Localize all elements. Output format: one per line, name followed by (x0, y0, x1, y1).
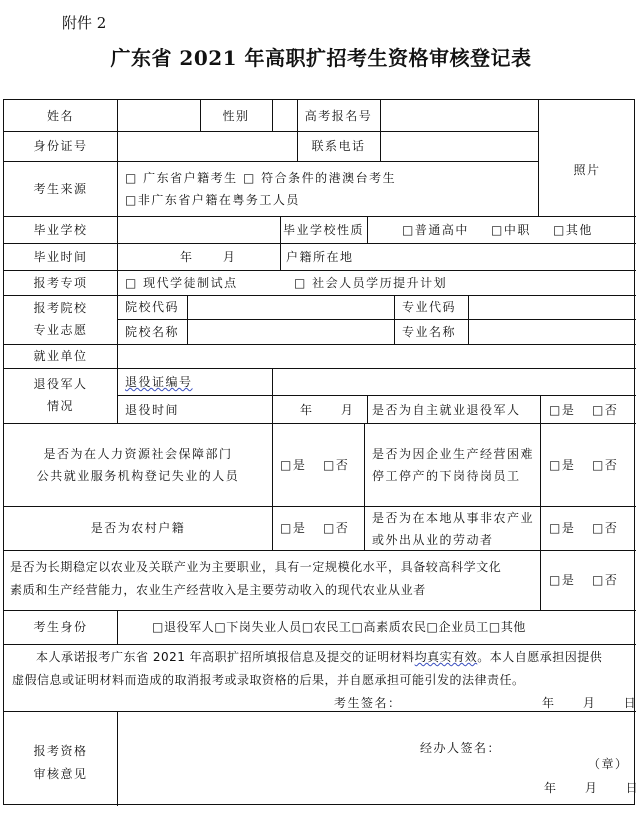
laid-off-yes: □是 (549, 458, 576, 472)
school-type-label: 毕业学校性质 (282, 223, 364, 237)
photo-label: 照片 (573, 163, 601, 177)
promise-statement (12, 646, 632, 669)
farm-yes: □是 (549, 521, 576, 535)
employer-label: 就业单位 (33, 349, 88, 363)
farmer-label-line2: 素质和生产经营能力，农业生产经营收入是主要劳动收入的现代农业从业者 (10, 583, 426, 597)
farm-no: □否 (592, 521, 619, 535)
grad-time-year-month: 年 月 (180, 250, 237, 264)
source-option-line1: □ 广东省户籍考生 □ 符合条件的港澳台考生 (125, 171, 397, 185)
identity-label: 考生身份 (33, 620, 88, 634)
gender-label: 性别 (222, 109, 250, 123)
school-type-option-other: □其他 (553, 223, 593, 237)
laid-off-no: □否 (592, 458, 619, 472)
name-label: 姓名 (46, 109, 74, 123)
review-date: 年 月 日 (544, 781, 640, 795)
registration-form (3, 99, 640, 805)
review-label-line2: 审核意见 (33, 767, 88, 781)
veteran-label-line2: 情况 (46, 399, 74, 413)
major-code-label: 专业代码 (402, 300, 457, 314)
review-label-line1: 报考资格 (33, 744, 88, 758)
promise-line2: 虚假信息或证明材料而造成的取消报考或录取资格的后果，并自愿承担可能引发的法律责任。 (12, 673, 525, 687)
exam-no-label: 高考报名号 (304, 109, 373, 123)
self-employ-no: □否 (592, 403, 619, 417)
college-code-label: 院校代码 (125, 300, 180, 314)
retire-time-label: 退役时间 (125, 403, 180, 417)
retire-year-month: 年 月 (300, 403, 355, 417)
farmer-yes: □是 (549, 573, 576, 587)
veteran-cert-label: 退役证编号 (125, 375, 193, 389)
school-type-option-highschool: □普通高中 (402, 223, 469, 237)
farmer-no: □否 (592, 573, 619, 587)
program-label: 报考专项 (33, 276, 88, 290)
seal-label: （章） (588, 757, 629, 771)
unemployed-no: □否 (323, 458, 350, 472)
laid-off-label-line2: 停工停产的下岗待岗员工 (372, 469, 521, 483)
phone-label: 联系电话 (311, 139, 366, 153)
residence-label: 户籍所在地 (286, 250, 354, 264)
unemployed-yes: □是 (280, 458, 307, 472)
major-name-label: 专业名称 (402, 325, 457, 339)
candidate-sign-date: 年 月 日 (542, 696, 638, 710)
rural-label: 是否为农村户籍 (90, 521, 186, 535)
promise-highlight: 均真实有效 (414, 650, 478, 664)
self-employ-yes: □是 (549, 403, 576, 417)
identity-options: □退役军人□下岗失业人员□农民工□高素质农民□企业员工□其他 (152, 620, 527, 634)
promise-part1: 本人承诺报考广东省 2021 年高职扩招所填报信息及提交的证明材料 (36, 650, 415, 664)
id-no-label: 身份证号 (33, 139, 88, 153)
form-title: 广东省 2021 年高职扩招考生资格审核登记表 (110, 46, 532, 70)
farmer-label-line1: 是否为长期稳定以农业及关联产业为主要职业，具有一定规模化水平，具备较高科学文化 (10, 560, 502, 574)
source-label: 考生来源 (33, 182, 88, 196)
veteran-label-line1: 退役军人 (33, 377, 88, 391)
farm-label-line1: 是否为在本地从事非农产业 (372, 511, 535, 525)
promise-part2: 。本人自愿承担因提供 (477, 650, 603, 664)
handler-sign-label: 经办人签名： (420, 741, 502, 755)
laid-off-label-line1: 是否为因企业生产经营困难 (372, 447, 535, 461)
wish-label-line2: 专业志愿 (33, 323, 88, 337)
candidate-sign-label: 考生签名： (334, 696, 402, 710)
self-employ-label: 是否为自主就业退役军人 (372, 403, 521, 417)
source-option-line2: □非广东省户籍在粤务工人员 (125, 193, 300, 207)
wish-label-line1: 报考院校 (33, 301, 88, 315)
farm-label-line2: 或外出从业的劳动者 (372, 533, 494, 547)
school-label: 毕业学校 (33, 223, 88, 237)
school-type-option-vocational: □中职 (491, 223, 531, 237)
grad-time-label: 毕业时间 (33, 250, 88, 264)
rural-no: □否 (323, 521, 350, 535)
program-option-apprentice: □ 现代学徒制试点 (125, 276, 238, 290)
attachment-label: 附件 2 (62, 14, 107, 32)
unemployed-label-line2: 公共就业服务机构登记失业的人员 (36, 469, 240, 483)
rural-yes: □是 (280, 521, 307, 535)
unemployed-label-line1: 是否为在人力资源社会保障部门 (43, 447, 233, 461)
program-option-education: □ 社会人员学历提升计划 (294, 276, 448, 290)
college-name-label: 院校名称 (125, 325, 180, 339)
